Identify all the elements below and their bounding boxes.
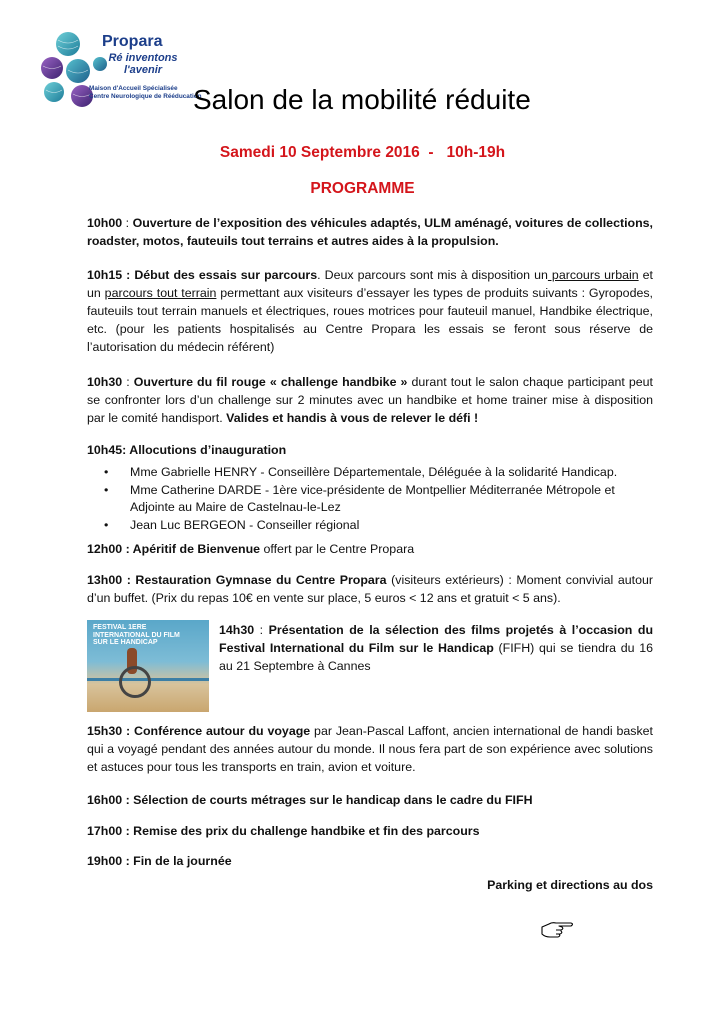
- programme-item-1015: [87, 266, 653, 356]
- item-lead: 12h00 : Apéritif de Bienvenue: [87, 542, 261, 556]
- brand-name: Propara: [102, 33, 163, 50]
- item-text: . Deux parcours sont mis à disposition un: [317, 268, 548, 282]
- urban-course-link: parcours urbain: [547, 268, 639, 282]
- item-separator: :: [254, 623, 269, 637]
- list-item: • Mme Catherine DARDE - 1ère vice-présidente de Montpellier Méditerranée Métropole et Adjointe au Maire de Castelnau-le-Lez: [104, 482, 654, 517]
- item-text: offert par le Centre Propara: [260, 542, 415, 556]
- item-text: et un: [87, 268, 653, 300]
- pointing-hand-icon: [540, 918, 576, 940]
- list-item: • Jean Luc BERGEON - Conseiller régional: [104, 517, 654, 535]
- footer-note: Parking et directions au dos: [487, 878, 653, 892]
- speaker-list: [104, 464, 654, 534]
- item-lead: 15h30 : Conférence autour du voyage: [87, 724, 311, 738]
- item-lead: 10h45: Allocutions d’inauguration: [87, 443, 287, 457]
- item-text: par Jean-Pascal Laffont, ancien international de handi basket qui a voyagé pendant des années autour du monde. Il nous fera part de son expérience avec solutions et astuces pour tous les transports en train, avion et voiture.: [87, 724, 653, 774]
- programme-item-1700: [87, 822, 653, 840]
- programme-item-1900: [87, 852, 653, 870]
- item-lead: 13h00 : Restauration Gymnase du Centre Propara: [87, 573, 387, 587]
- item-lead: 10h15 : Début des essais sur parcours: [87, 268, 318, 282]
- programme-item-1300: [87, 571, 653, 607]
- item-text: (visiteurs extérieurs) : Moment convivial autour d’un buffet. (Prix du repas 10€ en vente sur place, 5 euros < 12 ans et gratuit < 5 ans).: [87, 573, 654, 605]
- brand-subtitle-1: Maison d'Accueil Spécialisée: [89, 85, 178, 92]
- programme-item-1045: [87, 441, 653, 459]
- programme-item-1530: [87, 722, 653, 776]
- item-separator: :: [122, 216, 133, 230]
- programme-heading: PROGRAMME: [310, 180, 415, 197]
- item-text: permettant aux visiteurs d’essayer les types de produits suivants : Gyropodes, fauteuils tout terrain manuels et électriques, roues motrices pour fauteuil manuel, Handbike électrique, etc. (pour les patients hospitalisés au Centre Propara les essais se feront sous réserve de l’autorisation du médecin référent): [87, 286, 653, 354]
- item-time: 10h00: [87, 216, 123, 230]
- list-item: • Mme Gabrielle HENRY - Conseillère Départementale, Déléguée à la solidarité Handicap.: [104, 464, 654, 482]
- offroad-course-link: parcours tout terrain: [104, 286, 217, 300]
- item-lead: Ouverture du fil rouge « challenge handbike »: [133, 375, 408, 389]
- page-title: Salon de la mobilité réduite: [193, 84, 531, 115]
- programme-item-1200: [87, 540, 653, 558]
- item-lead: Présentation de la sélection des films projetés à l’occasion du Festival International du Film sur le Handicap: [219, 623, 654, 655]
- item-text: Ouverture de l’exposition des véhicules adaptés, ULM aménagé, voitures de collections, roadster, motos, fauteuils tout terrains et autres aides à la propulsion.: [87, 216, 653, 248]
- item-time: 14h30: [219, 623, 255, 637]
- item-time: 10h30: [87, 375, 123, 389]
- item-text: (FIFH) qui se tiendra du 16 au 21 Septembre à Cannes: [219, 641, 653, 673]
- item-lead: 19h00 : Fin de la journée: [87, 854, 232, 868]
- programme-item-1430: [219, 621, 653, 675]
- item-separator: :: [122, 375, 134, 389]
- tagline-line-2: l'avenir: [123, 64, 163, 76]
- item-callout: Valides et handis à vous de relever le défi !: [226, 411, 479, 425]
- item-lead: 16h00 : Sélection de courts métrages sur le handicap dans le cadre du FIFH: [87, 793, 533, 807]
- wheelchair-icon: [119, 666, 151, 698]
- programme-item-1000: [87, 214, 653, 250]
- item-lead: 17h00 : Remise des prix du challenge handbike et fin des parcours: [87, 824, 480, 838]
- tagline-line-1: Ré inventons: [108, 52, 178, 64]
- festival-poster-image: [87, 620, 209, 712]
- programme-item-1030: [87, 373, 653, 427]
- item-text: durant tout le salon chaque participant peut se confronter lors d’un challenge sur 2 minutes avec un handbike et home trainer mise à disposition par le comité handisport.: [87, 375, 653, 425]
- poster-caption: FESTIVAL 1ERE INTERNATIONAL DU FILM SUR LE HANDICAP: [93, 624, 180, 646]
- brand-subtitle-2: Centre Neurologique de Rééducation: [89, 93, 202, 100]
- brand-tagline: [108, 52, 178, 76]
- event-date: Samedi 10 Septembre 2016 - 10h-19h: [219, 144, 506, 161]
- programme-item-1600: [87, 791, 653, 809]
